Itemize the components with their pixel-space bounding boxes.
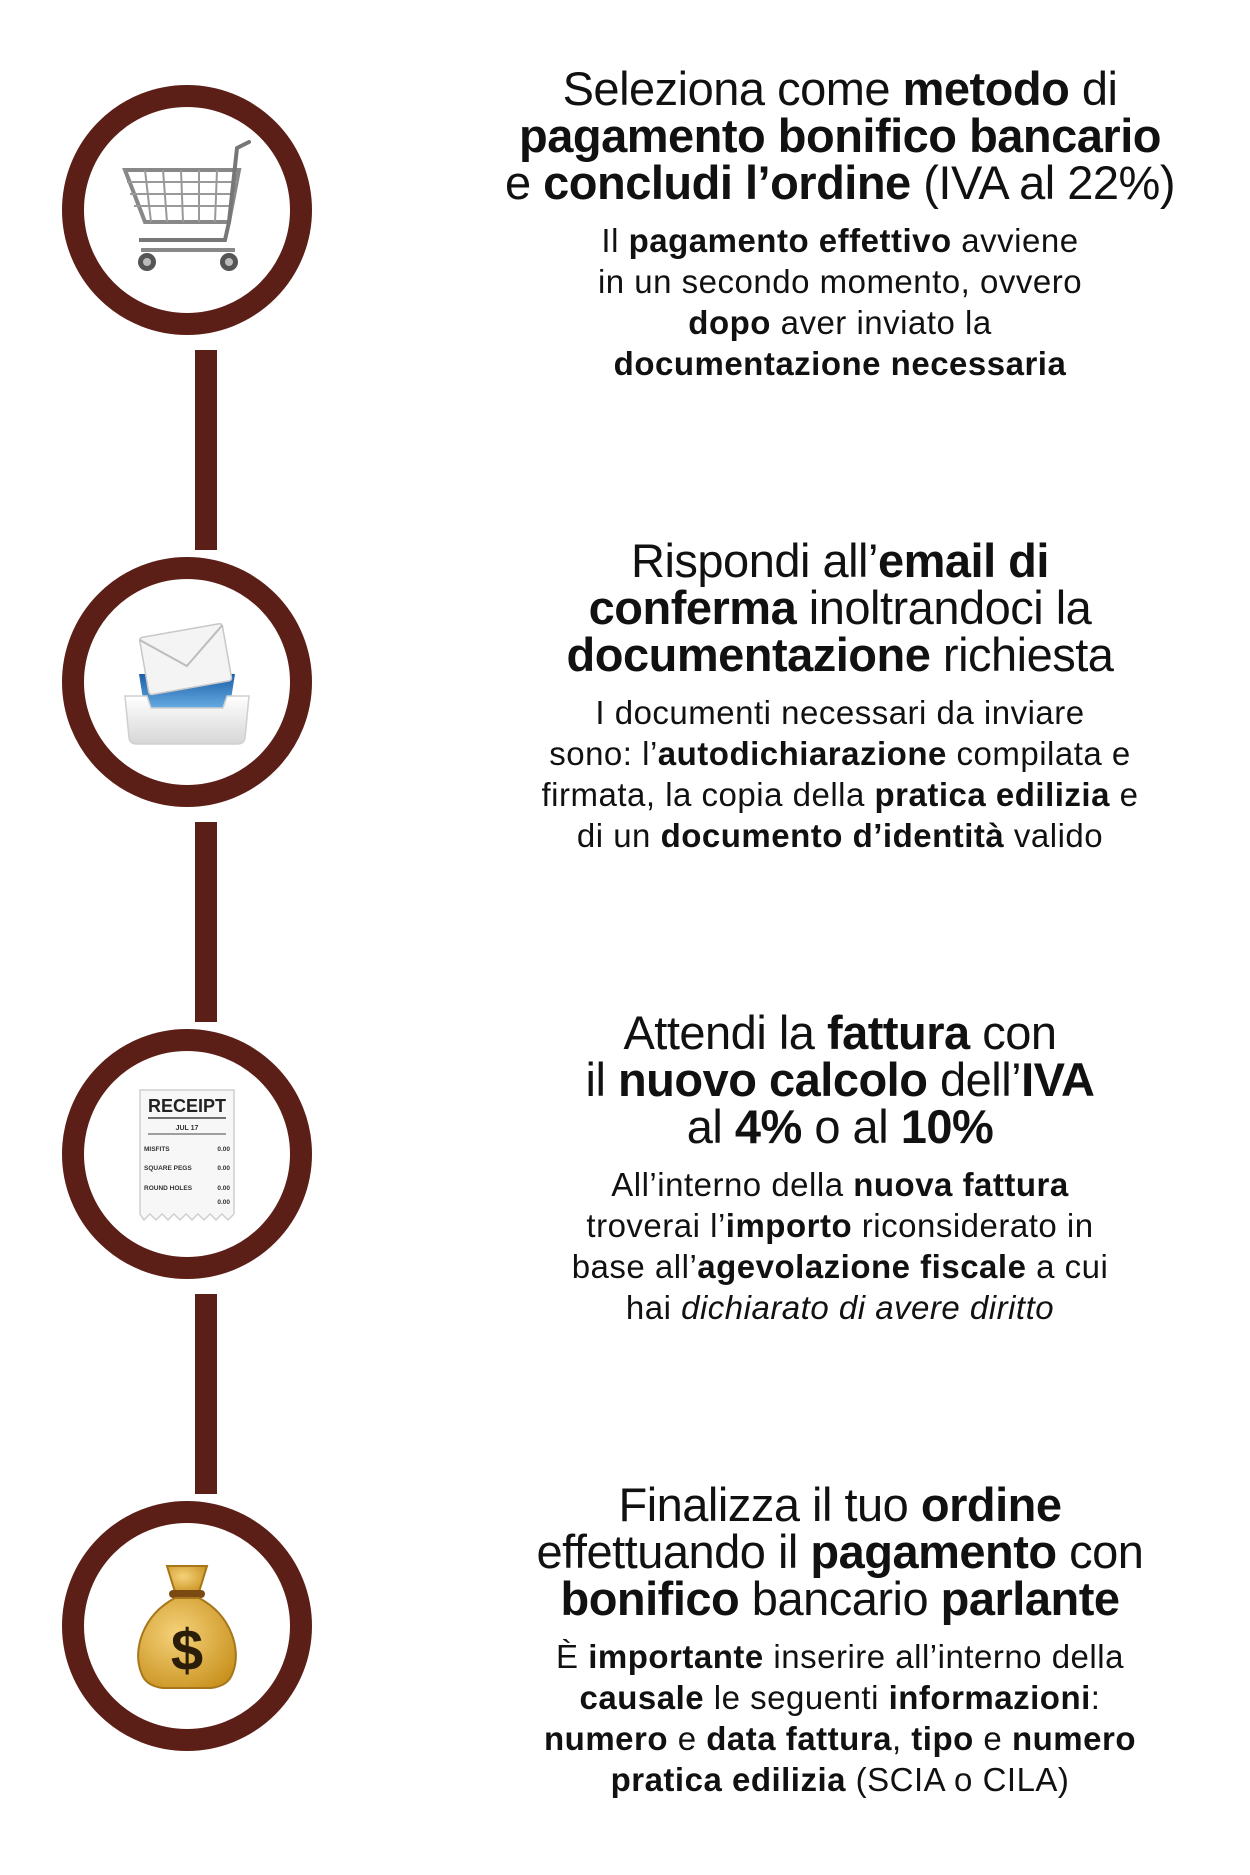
text-run: e: [973, 1720, 1012, 1757]
text-run: tipo: [911, 1720, 974, 1757]
text-run: Finalizza il tuo: [618, 1478, 921, 1531]
text-run: documento d’identità: [660, 817, 1005, 854]
text-run: valido: [1004, 817, 1104, 854]
text-run: hai: [625, 1289, 682, 1326]
text-run: con: [1056, 1525, 1144, 1578]
text-run: pratica edilizia: [874, 776, 1110, 813]
step-3: [470, 1006, 1210, 1328]
text-run: :: [1090, 1679, 1101, 1716]
text-run: avviene: [951, 222, 1079, 259]
text-run: concludi l’ordine: [543, 156, 911, 209]
text-run: email di: [877, 534, 1049, 587]
text-run: troverai l’: [586, 1207, 726, 1244]
receipt-row-value: 0.00: [217, 1185, 230, 1192]
receipt-icon: [112, 1079, 262, 1229]
receipt-row-value: 0.00: [217, 1165, 230, 1172]
text-run: importo: [725, 1207, 853, 1244]
text-run: Seleziona come: [562, 62, 903, 115]
text-run: È: [556, 1638, 589, 1675]
text-run: le seguenti: [704, 1679, 889, 1716]
step-1: [470, 62, 1210, 384]
step-2-circle: [62, 557, 312, 807]
step-1-heading: [470, 62, 1210, 209]
step-2-description: [470, 692, 1210, 856]
money-bag-icon: [112, 1551, 262, 1701]
text-run: in un secondo momento, ovvero: [597, 263, 1083, 300]
step-1-description: [470, 220, 1210, 384]
email-inbox-icon: [112, 607, 262, 757]
text-run: dell’: [927, 1053, 1022, 1106]
text-run: e: [668, 1720, 707, 1757]
step-4: [470, 1478, 1210, 1800]
text-run: data fattura: [706, 1720, 892, 1757]
text-run: pagamento effettivo: [628, 222, 952, 259]
step-3-description: [470, 1164, 1210, 1328]
step-4-heading: [470, 1478, 1210, 1625]
step-2-heading: [470, 534, 1210, 681]
receipt-title: RECEIPT: [147, 1096, 227, 1116]
timeline-connector: [195, 822, 217, 1022]
text-run: dopo: [688, 304, 771, 341]
text-run: riconsiderato in: [852, 1207, 1094, 1244]
text-run: inserire all’interno della: [763, 1638, 1124, 1675]
receipt-row-label: SQUARE PEGS: [144, 1165, 192, 1172]
text-run: a cui: [1026, 1248, 1109, 1285]
text-run: o al: [801, 1100, 901, 1153]
step-3-circle: [62, 1029, 312, 1279]
text-run: Attendi la: [623, 1006, 827, 1059]
step-2: [470, 534, 1210, 856]
receipt-row-label: ROUND HOLES: [144, 1185, 193, 1192]
shopping-cart-icon: [112, 135, 262, 285]
step-4-circle: [62, 1501, 312, 1751]
text-run: con: [969, 1006, 1057, 1059]
receipt-row-value: 0.00: [217, 1199, 230, 1206]
text-run: nuovo calcolo: [617, 1053, 928, 1106]
text-run: pagamento: [810, 1525, 1057, 1578]
timeline-connector: [195, 1294, 217, 1494]
text-run: nuova fattura: [853, 1166, 1069, 1203]
text-run: Il: [601, 222, 629, 259]
text-run: agevolazione fiscale: [697, 1248, 1027, 1285]
text-run: fattura: [826, 1006, 970, 1059]
text-run: informazioni: [888, 1679, 1091, 1716]
text-run: ordine: [920, 1478, 1062, 1531]
text-run: e: [504, 156, 544, 209]
step-1-circle: [62, 85, 312, 335]
text-run: di: [1069, 62, 1118, 115]
text-run: compilata e: [946, 735, 1131, 772]
text-run: inoltrandoci la: [796, 581, 1092, 634]
text-run: causale: [579, 1679, 705, 1716]
text-run: pagamento bonifico bancario: [519, 109, 1161, 162]
text-run: 10%: [900, 1100, 994, 1153]
text-run: pratica edilizia: [610, 1761, 847, 1798]
text-run: Rispondi all’: [631, 534, 878, 587]
receipt-row-label: MISFITS: [144, 1146, 170, 1153]
receipt-row-value: 0.00: [217, 1146, 230, 1153]
text-run: bancario: [739, 1572, 941, 1625]
text-run: ,: [891, 1720, 912, 1757]
text-run: aver inviato la: [770, 304, 992, 341]
text-run: (IVA al 22%): [910, 156, 1176, 209]
text-run: All’interno della: [611, 1166, 854, 1203]
step-4-description: [470, 1636, 1210, 1800]
text-run: I documenti necessari da inviare: [595, 694, 1085, 731]
text-run: parlante: [940, 1572, 1120, 1625]
money-bag-symbol: $: [170, 1618, 204, 1683]
text-run: conferma: [588, 581, 797, 634]
text-run: effettuando il: [536, 1525, 811, 1578]
text-run: di un: [576, 817, 661, 854]
receipt-date: JUL 17: [175, 1125, 199, 1132]
text-run: al: [686, 1100, 735, 1153]
text-run: bonifico: [560, 1572, 740, 1625]
step-3-heading: [470, 1006, 1210, 1153]
text-run: sono: l’: [549, 735, 658, 772]
text-run: numero: [1011, 1720, 1136, 1757]
text-run: importante: [588, 1638, 764, 1675]
text-run: il: [585, 1053, 618, 1106]
text-run: metodo: [902, 62, 1070, 115]
text-run: richiesta: [930, 628, 1114, 681]
text-run: documentazione: [566, 628, 931, 681]
text-run: 4%: [734, 1100, 802, 1153]
text-run: dichiarato di avere diritto: [681, 1289, 1055, 1326]
text-run: documentazione necessaria: [613, 345, 1067, 382]
text-run: (SCIA o CILA): [846, 1761, 1070, 1798]
text-run: firmata, la copia della: [541, 776, 875, 813]
text-run: numero: [544, 1720, 669, 1757]
text-run: IVA: [1021, 1053, 1095, 1106]
text-run: autodichiarazione: [657, 735, 947, 772]
timeline-connector: [195, 350, 217, 550]
text-run: base all’: [571, 1248, 698, 1285]
text-run: e: [1109, 776, 1139, 813]
